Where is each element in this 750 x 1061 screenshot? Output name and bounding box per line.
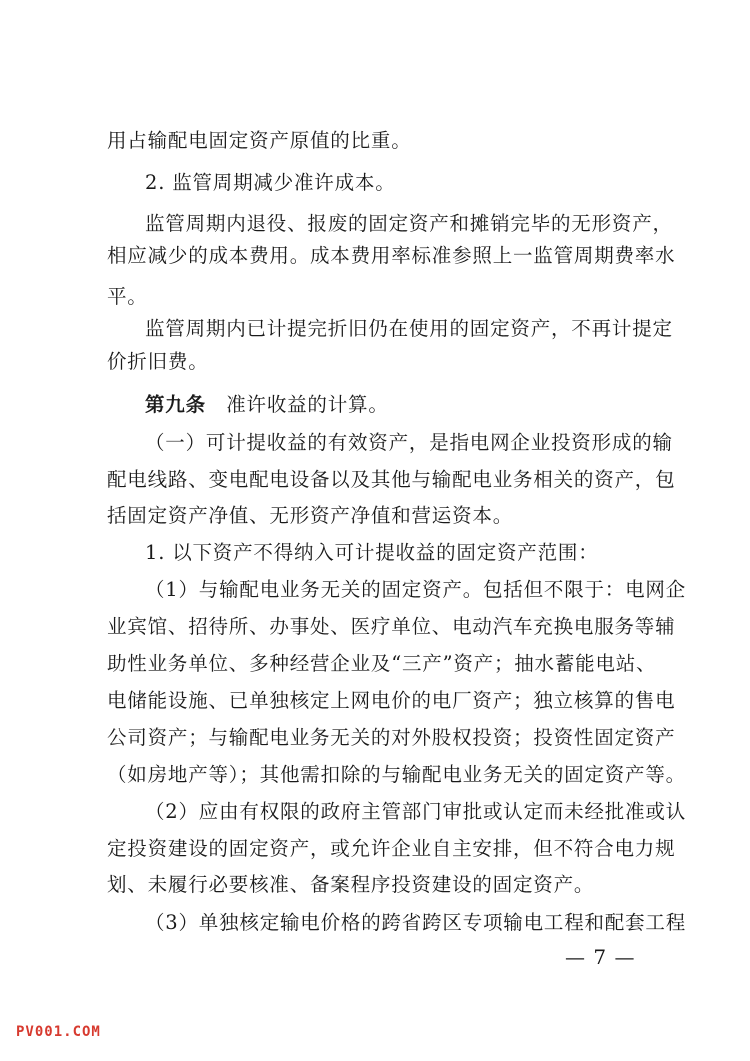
article-line (145, 392, 652, 418)
page-number: — 7 — (565, 945, 636, 969)
text-line: 2. 监管周期减少准许成本。 (145, 171, 396, 194)
watermark: PV001.COM (16, 1024, 101, 1040)
text-line: 监管周期内退役、报废的固定资产和摊销完毕的无形资产， (145, 212, 673, 235)
text-line: 公司资产；与输配电业务无关的对外股权投资；投资性固定资产 (107, 726, 676, 749)
text-line: 价折旧费。 (107, 350, 209, 373)
text-line: 助性业务单位、多种经营企业及“三产”资产；抽水蓄能电站、 (107, 652, 657, 675)
text-line: 定投资建设的固定资产，或允许企业自主安排，但不符合电力规 (107, 837, 676, 860)
text-line: （一）可计提收益的有效资产，是指电网企业投资形成的输 (145, 431, 673, 454)
text-line: （3）单独核定输电价格的跨省跨区专项输电工程和配套工程 (145, 911, 687, 934)
text-line: 相应减少的成本费用。成本费用率标准参照上一监管周期费率水 (107, 244, 676, 267)
text-line: 划、未履行必要核准、备案程序投资建设的固定资产。 (107, 873, 595, 896)
text-line: 电储能设施、已单独核定上网电价的电厂资产；独立核算的售电 (107, 689, 676, 712)
text-line: （如房地产等）；其他需扣除的与输配电业务无关的固定资产等。 (107, 763, 686, 786)
text-line: 用占输配电固定资产原值的比重。 (107, 129, 412, 152)
text-line: 括固定资产净值、无形资产净值和营运资本。 (107, 504, 514, 527)
text-line: 1. 以下资产不得纳入可计提收益的固定资产范围： (145, 541, 599, 564)
text-line: （2）应由有权限的政府主管部门审批或认定而未经批准或认 (145, 800, 687, 823)
article-title: 准许收益的计算。 (226, 393, 389, 416)
article-heading: 第九条 (145, 393, 206, 416)
text-line: （1）与输配电业务无关的固定资产。包括但不限于：电网企 (145, 578, 687, 601)
text-line: 业宾馆、招待所、办事处、医疗单位、电动汽车充换电服务等辅 (107, 615, 676, 638)
text-line: 监管周期内已计提完折旧仍在使用的固定资产，不再计提定 (145, 317, 673, 340)
text-line: 配电线路、变电配电设备以及其他与输配电业务相关的资产，包 (107, 468, 676, 491)
text-line: 平。 (107, 285, 148, 308)
